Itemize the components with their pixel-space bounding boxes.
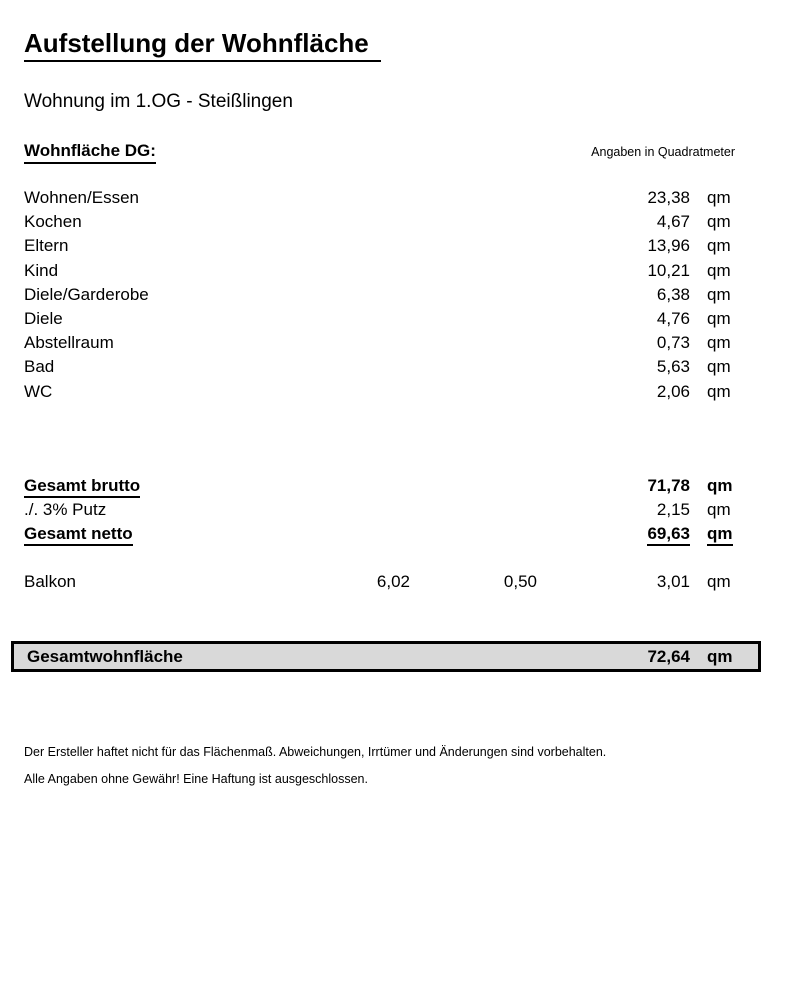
room-area: 10,21 [647, 260, 690, 280]
room-row [24, 355, 735, 379]
room-area: 6,38 [656, 284, 690, 304]
room-col1-empty [320, 234, 410, 258]
room-col1-empty [320, 186, 410, 210]
room-unit: qm [707, 357, 731, 377]
room-name: Abstellraum [24, 333, 114, 353]
balcony-row [24, 570, 735, 594]
room-unit: qm [707, 236, 731, 256]
balcony-label: Balkon [24, 572, 76, 591]
room-col1-empty [320, 283, 410, 307]
balcony-unit: qm [707, 572, 731, 591]
room-col1-empty [320, 380, 410, 404]
disclaimer [24, 744, 606, 798]
room-area: 4,76 [656, 309, 690, 329]
balcony-factor: 0,50 [503, 572, 537, 591]
room-list [24, 186, 735, 404]
room-name: Wohnen/Essen [24, 188, 139, 207]
room-name: Kind [24, 260, 59, 280]
section-header [24, 141, 735, 164]
totals-section [24, 474, 735, 547]
total-net-unit: qm [707, 524, 733, 546]
room-row [24, 186, 735, 210]
document-title [24, 28, 381, 58]
room-name: Diele [24, 309, 63, 329]
room-col2-empty [410, 186, 537, 210]
document-subtitle: Wohnung im 1.OG - Steißlingen [24, 91, 293, 112]
disclaimer-line-1: Der Ersteller haftet nicht für das Flächenmaß. Abweichungen, Irrtümer und Änderungen sind vorbehalten. [24, 745, 607, 759]
total-gross-row [24, 474, 735, 498]
plaster-deduction-value: 2,15 [656, 500, 690, 520]
room-row [24, 307, 735, 331]
room-area: 5,63 [656, 357, 690, 377]
room-col1-empty [320, 355, 410, 379]
room-area: 2,06 [656, 381, 690, 401]
room-row [24, 283, 735, 307]
room-row [24, 234, 735, 258]
total-net-value: 69,63 [647, 524, 690, 546]
room-unit: qm [707, 333, 731, 353]
total-gross-unit: qm [707, 476, 733, 495]
room-col1-empty [320, 259, 410, 283]
room-row [24, 259, 735, 283]
room-col2-empty [410, 307, 537, 331]
room-col1-empty [320, 210, 410, 234]
room-col2-empty [410, 259, 537, 283]
plaster-deduction-label: ./. 3% Putz [24, 500, 107, 520]
grand-total-box [11, 641, 761, 672]
grand-total-value: 72,64 [647, 646, 690, 666]
balcony-value: 3,01 [656, 572, 690, 591]
room-area: 4,67 [656, 212, 690, 232]
room-unit: qm [707, 381, 731, 401]
room-unit: qm [707, 309, 731, 329]
room-name: Eltern [24, 236, 69, 256]
room-area: 23,38 [647, 188, 690, 207]
room-col1-empty [320, 331, 410, 355]
grand-total-unit: qm [707, 646, 733, 666]
room-unit: qm [707, 260, 731, 280]
room-unit: qm [707, 284, 731, 304]
disclaimer-line-2: Alle Angaben ohne Gewähr! Eine Haftung ist ausgeschlossen. [24, 772, 368, 786]
room-col2-empty [410, 331, 537, 355]
section-title: Wohnfläche DG: [24, 141, 156, 164]
balcony-gross-area: 6,02 [376, 572, 410, 591]
room-col2-empty [410, 210, 537, 234]
room-area: 13,96 [647, 236, 690, 256]
room-area: 0,73 [656, 333, 690, 353]
total-net-label: Gesamt netto [24, 524, 133, 546]
room-unit: qm [707, 188, 731, 207]
room-name: Bad [24, 357, 55, 377]
room-col2-empty [410, 234, 537, 258]
room-col1-empty [320, 307, 410, 331]
room-row [24, 380, 735, 404]
room-col2-empty [410, 355, 537, 379]
total-gross-label: Gesamt brutto [24, 476, 140, 498]
room-col2-empty [410, 283, 537, 307]
room-name: Kochen [24, 212, 82, 232]
plaster-deduction-row [24, 498, 735, 522]
room-row [24, 331, 735, 355]
room-name: Diele/Garderobe [24, 284, 149, 304]
room-name: WC [24, 381, 53, 401]
unit-note: Angaben in Quadratmeter [591, 145, 735, 159]
room-unit: qm [707, 212, 731, 232]
room-row [24, 210, 735, 234]
plaster-deduction-unit: qm [707, 500, 731, 520]
grand-total-label: Gesamtwohnfläche [27, 646, 183, 666]
document-title-text: Aufstellung der Wohnfläche [24, 28, 381, 62]
total-net-row [24, 522, 735, 546]
total-gross-value: 71,78 [647, 476, 690, 495]
balcony-section [24, 570, 735, 594]
room-col2-empty [410, 380, 537, 404]
